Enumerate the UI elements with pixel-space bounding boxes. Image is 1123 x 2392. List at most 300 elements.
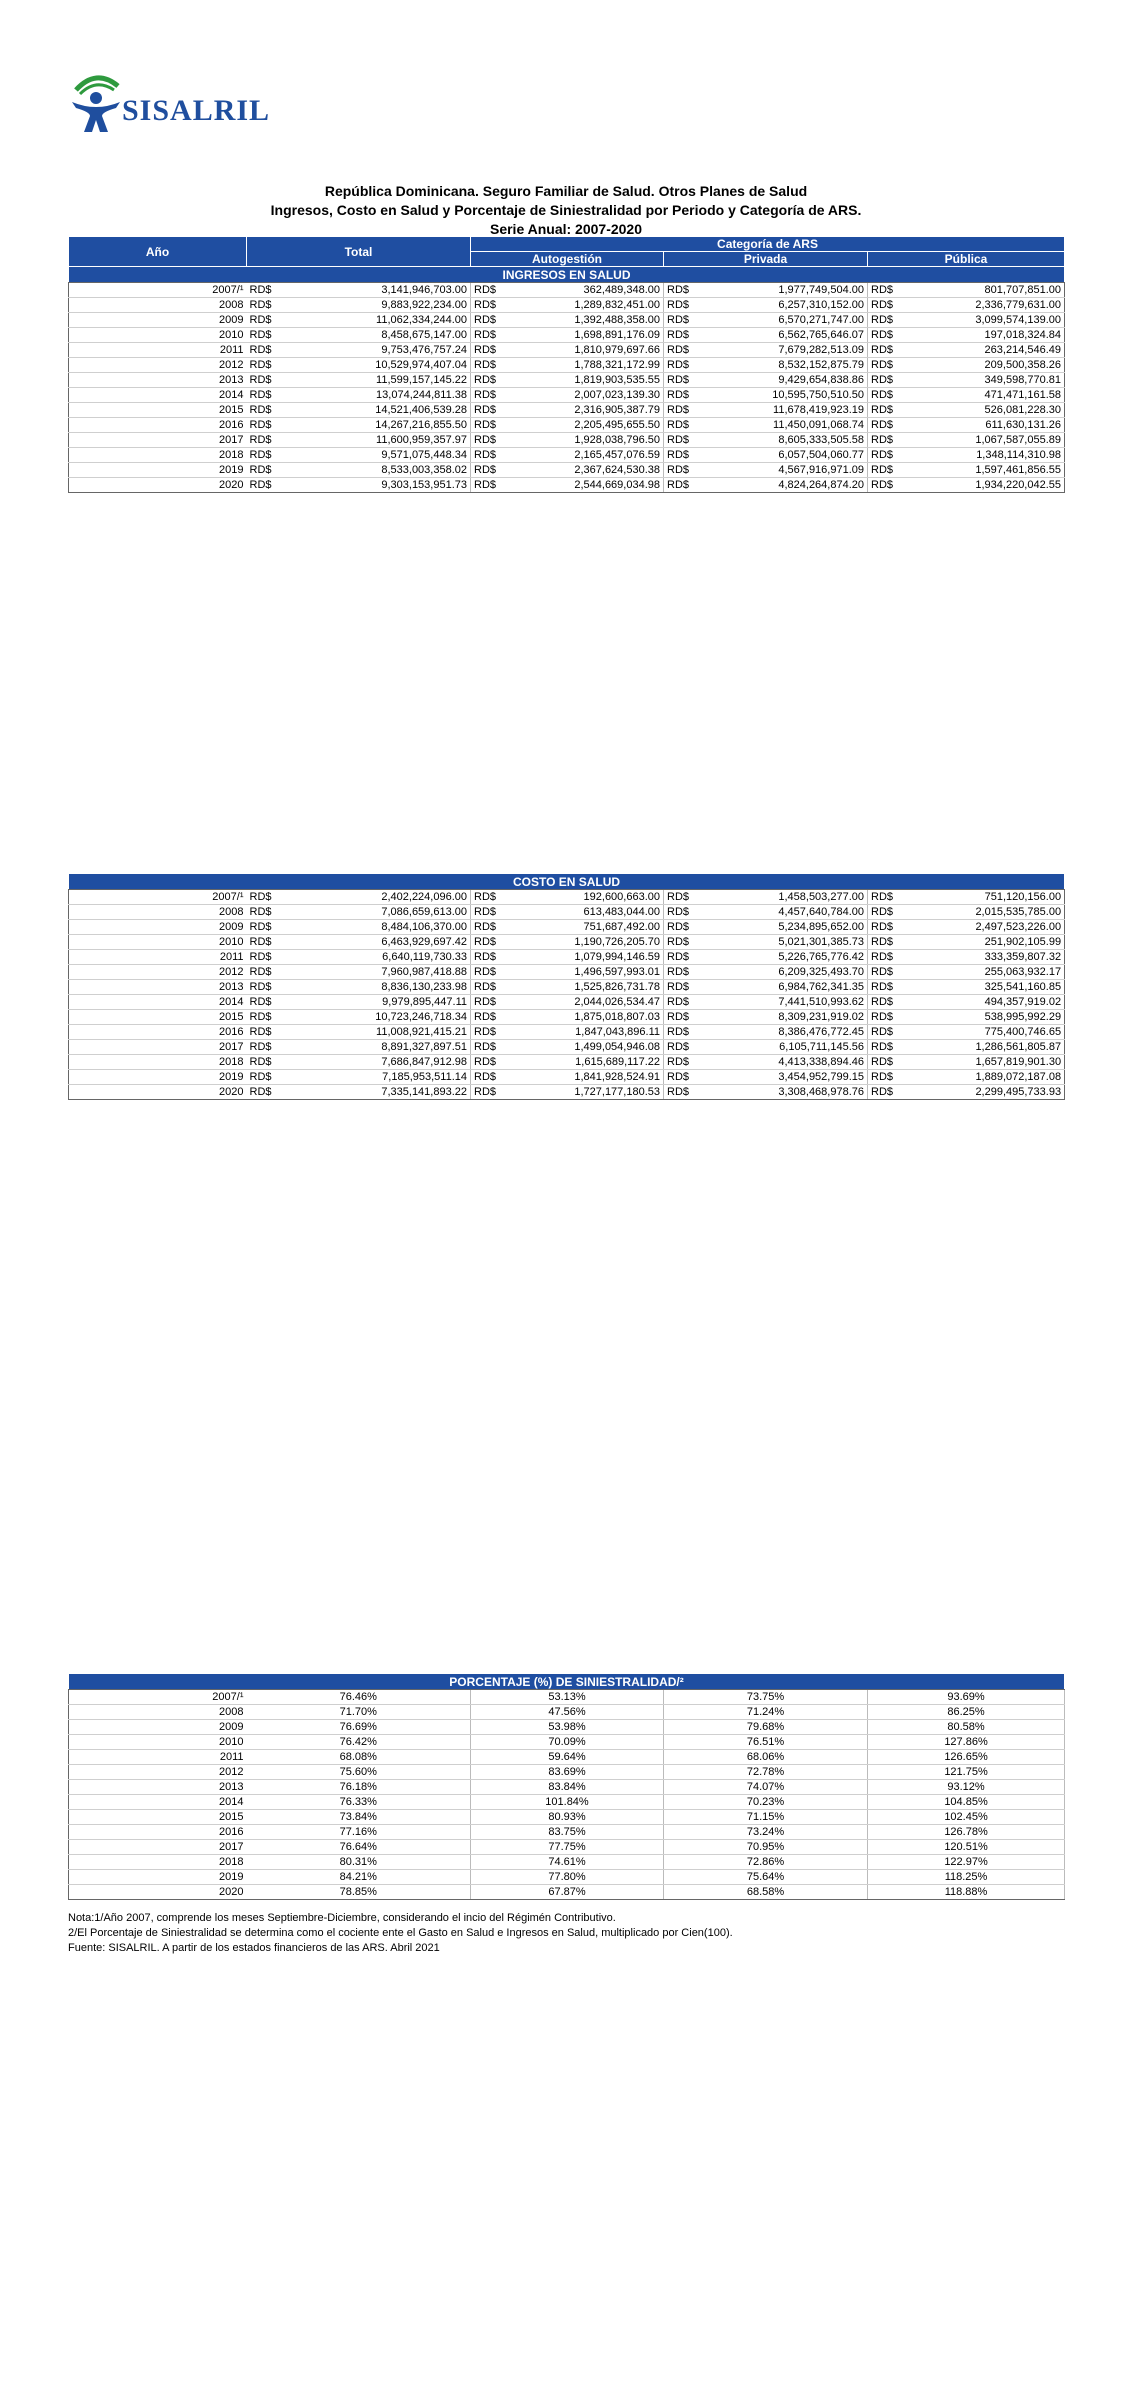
amount-cell: 8,533,003,358.02 [281,463,471,478]
amount-cell: 2,336,779,631.00 [902,298,1065,313]
amount-cell: 10,723,246,718.34 [281,1010,471,1025]
amount-cell: 11,008,921,415.21 [281,1025,471,1040]
percent-cell: 72.86% [664,1855,868,1870]
amount-cell: 1,657,819,901.30 [902,1055,1065,1070]
amount-cell: 197,018,324.84 [902,328,1065,343]
currency-cell: RD$ [664,1040,698,1055]
amount-cell: 1,727,177,180.53 [505,1085,664,1100]
year-cell: 2013 [69,373,247,388]
currency-cell: RD$ [868,935,902,950]
year-cell: 2007/¹ [69,1690,247,1705]
currency-cell: RD$ [664,1010,698,1025]
percent-cell: 77.75% [471,1840,664,1855]
amount-cell: 7,441,510,993.62 [698,995,868,1010]
currency-cell: RD$ [247,298,281,313]
percent-cell: 80.58% [868,1720,1065,1735]
amount-cell: 1,597,461,856.55 [902,463,1065,478]
percent-cell: 71.70% [247,1705,471,1720]
amount-cell: 11,678,419,923.19 [698,403,868,418]
currency-cell: RD$ [664,905,698,920]
currency-cell: RD$ [868,313,902,328]
costo-table [68,873,1065,1100]
amount-cell: 11,450,091,068.74 [698,418,868,433]
amount-cell: 11,600,959,357.97 [281,433,471,448]
currency-cell: RD$ [471,1010,505,1025]
currency-cell: RD$ [868,1085,902,1100]
percent-cell: 76.46% [247,1690,471,1705]
currency-cell: RD$ [471,995,505,1010]
amount-cell: 9,303,153,951.73 [281,478,471,493]
amount-cell: 1,525,826,731.78 [505,980,664,995]
percent-cell: 73.84% [247,1810,471,1825]
year-cell: 2008 [69,298,247,313]
table-row [69,1780,1065,1795]
currency-cell: RD$ [247,358,281,373]
table-row [69,1025,1065,1040]
currency-cell: RD$ [471,358,505,373]
percent-cell: 126.78% [868,1825,1065,1840]
currency-cell: RD$ [868,298,902,313]
section-title-porcentaje: PORCENTAJE (%) DE SINIESTRALIDAD/² [69,1674,1065,1690]
percent-cell: 76.42% [247,1735,471,1750]
percent-cell: 80.93% [471,1810,664,1825]
amount-cell: 1,819,903,535.55 [505,373,664,388]
currency-cell: RD$ [247,373,281,388]
year-cell: 2014 [69,995,247,1010]
currency-cell: RD$ [247,448,281,463]
amount-cell: 251,902,105.99 [902,935,1065,950]
currency-cell: RD$ [471,478,505,493]
amount-cell: 1,934,220,042.55 [902,478,1065,493]
footnote-2: 2/El Porcentaje de Siniestralidad se determina como el cociente ente el Gasto en Salud e Ingresos en Salud, multiplicado por Cien(100). [68,1927,733,1939]
amount-cell: 7,086,659,613.00 [281,905,471,920]
amount-cell: 1,289,832,451.00 [505,298,664,313]
amount-cell: 5,021,301,385.73 [698,935,868,950]
section-title-costo: COSTO EN SALUD [69,874,1065,890]
table-row [69,1040,1065,1055]
currency-cell: RD$ [868,995,902,1010]
amount-cell: 751,120,156.00 [902,890,1065,905]
amount-cell: 1,348,114,310.98 [902,448,1065,463]
title-line-1: República Dominicana. Seguro Familiar de Salud. Otros Planes de Salud [324,183,808,199]
currency-cell: RD$ [247,313,281,328]
currency-cell: RD$ [868,343,902,358]
table-row [69,935,1065,950]
currency-cell: RD$ [471,935,505,950]
currency-cell: RD$ [664,463,698,478]
amount-cell: 1,841,928,524.91 [505,1070,664,1085]
currency-cell: RD$ [868,1055,902,1070]
currency-cell: RD$ [471,283,505,298]
currency-cell: RD$ [247,995,281,1010]
currency-cell: RD$ [664,403,698,418]
currency-cell: RD$ [664,358,698,373]
table-row [69,1690,1065,1705]
percent-cell: 102.45% [868,1810,1065,1825]
percent-cell: 126.65% [868,1750,1065,1765]
amount-cell: 8,532,152,875.79 [698,358,868,373]
amount-cell: 1,928,038,796.50 [505,433,664,448]
year-cell: 2012 [69,965,247,980]
currency-cell: RD$ [664,1025,698,1040]
amount-cell: 7,686,847,912.98 [281,1055,471,1070]
year-cell: 2011 [69,1750,247,1765]
percent-cell: 76.64% [247,1840,471,1855]
table-row [69,313,1065,328]
year-cell: 2014 [69,388,247,403]
currency-cell: RD$ [247,403,281,418]
percent-cell: 101.84% [471,1795,664,1810]
currency-cell: RD$ [247,1025,281,1040]
currency-cell: RD$ [471,298,505,313]
currency-cell: RD$ [868,1040,902,1055]
table-row [69,1765,1065,1780]
amount-cell: 3,454,952,799.15 [698,1070,868,1085]
currency-cell: RD$ [868,373,902,388]
currency-cell: RD$ [868,890,902,905]
table-row [69,1870,1065,1885]
amount-cell: 6,105,711,145.56 [698,1040,868,1055]
amount-cell: 1,067,587,055.89 [902,433,1065,448]
percent-cell: 72.78% [664,1765,868,1780]
year-cell: 2011 [69,343,247,358]
currency-cell: RD$ [664,343,698,358]
currency-cell: RD$ [247,418,281,433]
percent-cell: 93.69% [868,1690,1065,1705]
amount-cell: 6,209,325,493.70 [698,965,868,980]
table-row [69,283,1065,298]
year-cell: 2015 [69,403,247,418]
percent-cell: 77.80% [471,1870,664,1885]
amount-cell: 362,489,348.00 [505,283,664,298]
currency-cell: RD$ [471,920,505,935]
amount-cell: 1,458,503,277.00 [698,890,868,905]
amount-cell: 3,099,574,139.00 [902,313,1065,328]
amount-cell: 1,698,891,176.09 [505,328,664,343]
year-cell: 2017 [69,1040,247,1055]
currency-cell: RD$ [247,1085,281,1100]
year-cell: 2017 [69,433,247,448]
col-header-category: Categoría de ARS [471,237,1065,252]
currency-cell: RD$ [471,1025,505,1040]
currency-cell: RD$ [247,283,281,298]
currency-cell: RD$ [664,995,698,1010]
percent-cell: 84.21% [247,1870,471,1885]
amount-cell: 7,335,141,893.22 [281,1085,471,1100]
table-row [69,328,1065,343]
year-cell: 2013 [69,1780,247,1795]
currency-cell: RD$ [247,890,281,905]
amount-cell: 611,630,131.26 [902,418,1065,433]
amount-cell: 2,015,535,785.00 [902,905,1065,920]
amount-cell: 1,977,749,504.00 [698,283,868,298]
amount-cell: 8,891,327,897.51 [281,1040,471,1055]
currency-cell: RD$ [664,388,698,403]
percent-cell: 93.12% [868,1780,1065,1795]
year-cell: 2020 [69,1085,247,1100]
year-cell: 2007/¹ [69,283,247,298]
percent-cell: 83.84% [471,1780,664,1795]
currency-cell: RD$ [471,403,505,418]
currency-cell: RD$ [868,358,902,373]
amount-cell: 6,570,271,747.00 [698,313,868,328]
currency-cell: RD$ [664,283,698,298]
amount-cell: 333,359,807.32 [902,950,1065,965]
col-header-total: Total [247,237,471,267]
currency-cell: RD$ [664,448,698,463]
year-cell: 2010 [69,935,247,950]
percent-cell: 70.09% [471,1735,664,1750]
percent-cell: 86.25% [868,1705,1065,1720]
percent-cell: 71.15% [664,1810,868,1825]
table-row [69,950,1065,965]
percent-cell: 74.07% [664,1780,868,1795]
currency-cell: RD$ [868,1070,902,1085]
year-cell: 2013 [69,980,247,995]
table-row [69,1855,1065,1870]
amount-cell: 8,836,130,233.98 [281,980,471,995]
currency-cell: RD$ [868,388,902,403]
section-title-ingresos: INGRESOS EN SALUD [69,267,1065,283]
currency-cell: RD$ [664,433,698,448]
amount-cell: 3,141,946,703.00 [281,283,471,298]
amount-cell: 775,400,746.65 [902,1025,1065,1040]
year-cell: 2019 [69,463,247,478]
amount-cell: 1,615,689,117.22 [505,1055,664,1070]
currency-cell: RD$ [471,433,505,448]
percent-cell: 78.85% [247,1885,471,1900]
currency-cell: RD$ [471,463,505,478]
amount-cell: 7,960,987,418.88 [281,965,471,980]
table-row [69,418,1065,433]
percent-cell: 70.95% [664,1840,868,1855]
currency-cell: RD$ [868,1025,902,1040]
amount-cell: 4,824,264,874.20 [698,478,868,493]
table-row [69,358,1065,373]
currency-cell: RD$ [247,1055,281,1070]
currency-cell: RD$ [868,418,902,433]
report-title-block [68,182,1064,239]
percent-cell: 75.60% [247,1765,471,1780]
percent-cell: 83.69% [471,1765,664,1780]
amount-cell: 255,063,932.17 [902,965,1065,980]
amount-cell: 10,529,974,407.04 [281,358,471,373]
currency-cell: RD$ [868,433,902,448]
table-row [69,1720,1065,1735]
table-row [69,1795,1065,1810]
amount-cell: 4,567,916,971.09 [698,463,868,478]
amount-cell: 526,081,228.30 [902,403,1065,418]
currency-cell: RD$ [664,1055,698,1070]
year-cell: 2009 [69,920,247,935]
currency-cell: RD$ [471,448,505,463]
year-cell: 2017 [69,1840,247,1855]
table-row [69,373,1065,388]
amount-cell: 3,308,468,978.76 [698,1085,868,1100]
currency-cell: RD$ [247,328,281,343]
amount-cell: 1,499,054,946.08 [505,1040,664,1055]
percent-cell: 120.51% [868,1840,1065,1855]
percent-cell: 59.64% [471,1750,664,1765]
year-cell: 2011 [69,950,247,965]
year-cell: 2008 [69,1705,247,1720]
amount-cell: 9,429,654,838.86 [698,373,868,388]
table-row [69,1735,1065,1750]
percent-cell: 67.87% [471,1885,664,1900]
table-row [69,1070,1065,1085]
amount-cell: 8,605,333,505.58 [698,433,868,448]
table-row [69,403,1065,418]
amount-cell: 6,640,119,730.33 [281,950,471,965]
amount-cell: 6,984,762,341.35 [698,980,868,995]
currency-cell: RD$ [868,463,902,478]
currency-cell: RD$ [247,478,281,493]
table-row [69,1810,1065,1825]
currency-cell: RD$ [664,478,698,493]
year-cell: 2012 [69,358,247,373]
currency-cell: RD$ [247,905,281,920]
percent-cell: 47.56% [471,1705,664,1720]
amount-cell: 538,995,992.29 [902,1010,1065,1025]
percent-cell: 71.24% [664,1705,868,1720]
percent-cell: 77.16% [247,1825,471,1840]
col-header-privada: Privada [664,252,868,267]
amount-cell: 192,600,663.00 [505,890,664,905]
currency-cell: RD$ [247,343,281,358]
year-cell: 2008 [69,905,247,920]
currency-cell: RD$ [471,313,505,328]
currency-cell: RD$ [868,283,902,298]
percent-cell: 122.97% [868,1855,1065,1870]
currency-cell: RD$ [868,478,902,493]
title-line-2: Ingresos, Costo en Salud y Porcentaje de Siniestralidad por Periodo y Categoría de ARS. [270,202,862,218]
percent-cell: 73.24% [664,1825,868,1840]
percent-cell: 76.18% [247,1780,471,1795]
currency-cell: RD$ [247,980,281,995]
title-line-3: Serie Anual: 2007-2020 [489,221,642,237]
amount-cell: 325,541,160.85 [902,980,1065,995]
amount-cell: 8,458,675,147.00 [281,328,471,343]
amount-cell: 10,595,750,510.50 [698,388,868,403]
amount-cell: 1,190,726,205.70 [505,935,664,950]
currency-cell: RD$ [664,920,698,935]
amount-cell: 13,074,244,811.38 [281,388,471,403]
currency-cell: RD$ [471,905,505,920]
amount-cell: 8,386,476,772.45 [698,1025,868,1040]
currency-cell: RD$ [471,1085,505,1100]
year-cell: 2016 [69,1825,247,1840]
currency-cell: RD$ [868,920,902,935]
amount-cell: 2,007,023,139.30 [505,388,664,403]
year-cell: 2018 [69,1855,247,1870]
currency-cell: RD$ [664,328,698,343]
currency-cell: RD$ [247,920,281,935]
currency-cell: RD$ [868,905,902,920]
amount-cell: 1,875,018,807.03 [505,1010,664,1025]
amount-cell: 263,214,546.49 [902,343,1065,358]
currency-cell: RD$ [471,373,505,388]
table-row [69,298,1065,313]
amount-cell: 2,205,495,655.50 [505,418,664,433]
currency-cell: RD$ [664,965,698,980]
currency-cell: RD$ [664,1070,698,1085]
percent-cell: 118.88% [868,1885,1065,1900]
percent-cell: 76.69% [247,1720,471,1735]
amount-cell: 14,267,216,855.50 [281,418,471,433]
currency-cell: RD$ [664,418,698,433]
amount-cell: 1,079,994,146.59 [505,950,664,965]
amount-cell: 2,367,624,530.38 [505,463,664,478]
percent-cell: 83.75% [471,1825,664,1840]
amount-cell: 6,057,504,060.77 [698,448,868,463]
currency-cell: RD$ [664,298,698,313]
currency-cell: RD$ [868,1010,902,1025]
percent-cell: 118.25% [868,1870,1065,1885]
amount-cell: 4,413,338,894.46 [698,1055,868,1070]
percent-cell: 53.98% [471,1720,664,1735]
amount-cell: 7,185,953,511.14 [281,1070,471,1085]
currency-cell: RD$ [664,980,698,995]
footnotes [68,1911,733,1956]
percent-cell: 76.33% [247,1795,471,1810]
amount-cell: 2,299,495,733.93 [902,1085,1065,1100]
amount-cell: 7,679,282,513.09 [698,343,868,358]
footnote-1: Nota:1/Año 2007, comprende los meses Septiembre-Diciembre, considerando el incio del Régimén Contributivo. [68,1912,616,1924]
currency-cell: RD$ [868,403,902,418]
year-cell: 2018 [69,448,247,463]
col-header-year: Año [69,237,247,267]
year-cell: 2020 [69,1885,247,1900]
currency-cell: RD$ [471,890,505,905]
year-cell: 2009 [69,313,247,328]
amount-cell: 471,471,161.58 [902,388,1065,403]
currency-cell: RD$ [868,448,902,463]
year-cell: 2009 [69,1720,247,1735]
table-row [69,1885,1065,1900]
year-cell: 2014 [69,1795,247,1810]
amount-cell: 11,062,334,244.00 [281,313,471,328]
amount-cell: 1,788,321,172.99 [505,358,664,373]
sisalril-logo [70,72,270,142]
currency-cell: RD$ [471,388,505,403]
table-row [69,448,1065,463]
percent-cell: 73.75% [664,1690,868,1705]
table-row [69,995,1065,1010]
year-cell: 2019 [69,1070,247,1085]
table-row [69,478,1065,493]
currency-cell: RD$ [247,935,281,950]
table-row [69,1750,1065,1765]
amount-cell: 2,497,523,226.00 [902,920,1065,935]
currency-cell: RD$ [664,935,698,950]
year-cell: 2015 [69,1810,247,1825]
amount-cell: 1,810,979,697.66 [505,343,664,358]
percent-cell: 80.31% [247,1855,471,1870]
table-row [69,343,1065,358]
currency-cell: RD$ [868,965,902,980]
amount-cell: 1,496,597,993.01 [505,965,664,980]
percent-cell: 121.75% [868,1765,1065,1780]
currency-cell: RD$ [664,1085,698,1100]
amount-cell: 5,234,895,652.00 [698,920,868,935]
percent-cell: 104.85% [868,1795,1065,1810]
year-cell: 2018 [69,1055,247,1070]
percent-cell: 79.68% [664,1720,868,1735]
year-cell: 2010 [69,1735,247,1750]
amount-cell: 613,483,044.00 [505,905,664,920]
table-row [69,388,1065,403]
amount-cell: 6,257,310,152.00 [698,298,868,313]
